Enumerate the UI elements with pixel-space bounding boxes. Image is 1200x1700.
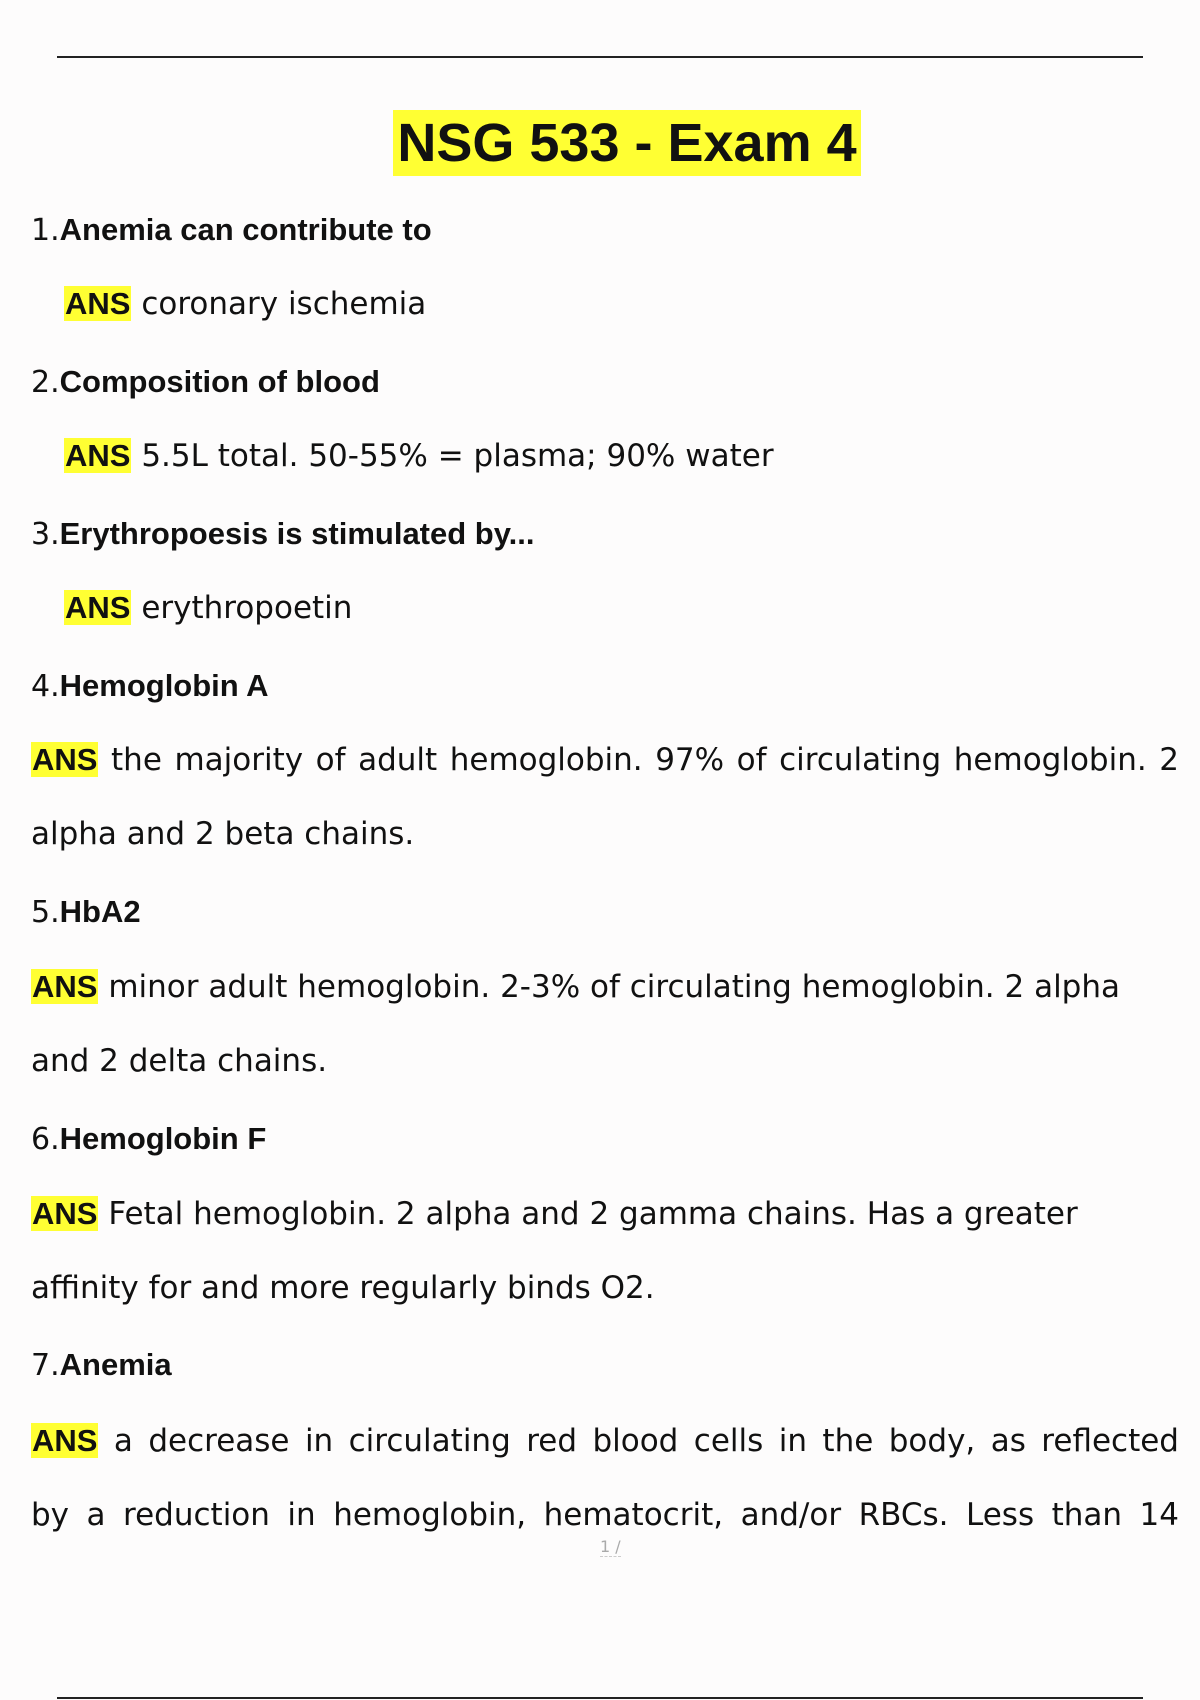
question-text: HbA2 — [59, 894, 141, 929]
bottom-divider — [57, 1697, 1143, 1699]
question-7 — [31, 1345, 172, 1386]
title-container — [0, 110, 1200, 176]
question-text: Hemoglobin F — [59, 1121, 267, 1156]
question-3 — [31, 514, 535, 555]
question-number: 5. — [31, 895, 60, 930]
question-text: Hemoglobin A — [59, 668, 269, 703]
answer-text: and 2 delta chains. — [31, 1043, 328, 1079]
answer-1 — [64, 266, 426, 342]
question-number: 3. — [31, 517, 60, 552]
answer-text: alpha and 2 beta chains. — [31, 816, 415, 852]
question-4 — [31, 666, 269, 707]
answer-6-line-2 — [31, 1251, 655, 1326]
answer-2 — [64, 418, 774, 494]
answer-5-line-2 — [31, 1024, 327, 1099]
answer-tag: ANS — [65, 286, 131, 321]
answer-5-line-1 — [31, 949, 1120, 1025]
page-indicator: 1 / — [600, 1537, 621, 1556]
answer-text: Fetal hemoglobin. 2 alpha and 2 gamma chains. Has a greater — [108, 1196, 1078, 1232]
question-number: 6. — [31, 1122, 60, 1157]
answer-3 — [64, 570, 352, 646]
question-1 — [31, 210, 432, 251]
question-6 — [31, 1119, 266, 1160]
answer-text: the majority of adult hemoglobin. 97% of circulating hemoglobin. 2 — [111, 742, 1179, 778]
question-number: 7. — [31, 1348, 60, 1383]
answer-text: minor adult hemoglobin. 2-3% of circulating hemoglobin. 2 alpha — [108, 969, 1121, 1005]
document-title: NSG 533 - Exam 4 — [393, 110, 860, 176]
answer-7-line-1 — [31, 1403, 1179, 1479]
question-number: 1. — [31, 213, 60, 248]
answer-tag: ANS — [65, 438, 131, 473]
answer-tag: ANS — [65, 590, 131, 625]
question-number: 2. — [31, 365, 60, 400]
answer-text: a decrease in circulating red blood cells in the body, as reflected — [113, 1423, 1179, 1459]
answer-tag: ANS — [32, 969, 98, 1004]
answer-tag: ANS — [32, 742, 98, 777]
answer-6-line-1 — [31, 1176, 1078, 1252]
question-text: Anemia can contribute to — [59, 212, 432, 247]
question-text: Erythropoesis is stimulated by... — [59, 516, 535, 551]
answer-tag: ANS — [32, 1423, 98, 1458]
question-number: 4. — [31, 669, 60, 704]
answer-text: 5.5L total. 50-55% = plasma; 90% water — [141, 438, 774, 474]
question-text: Composition of blood — [59, 364, 380, 399]
question-2 — [31, 362, 380, 403]
answer-4-line-2 — [31, 797, 414, 872]
question-text: Anemia — [59, 1347, 172, 1382]
answer-text: coronary ischemia — [141, 286, 427, 322]
question-5 — [31, 892, 141, 933]
answer-4-line-1 — [31, 722, 1179, 798]
answer-tag: ANS — [32, 1196, 98, 1231]
answer-text: by a reduction in hemoglobin, hematocrit, and/or RBCs. Less than 14 — [31, 1497, 1179, 1533]
answer-text: erythropoetin — [141, 590, 353, 626]
top-divider — [57, 56, 1143, 58]
answer-text: affinity for and more regularly binds O2. — [31, 1270, 655, 1306]
